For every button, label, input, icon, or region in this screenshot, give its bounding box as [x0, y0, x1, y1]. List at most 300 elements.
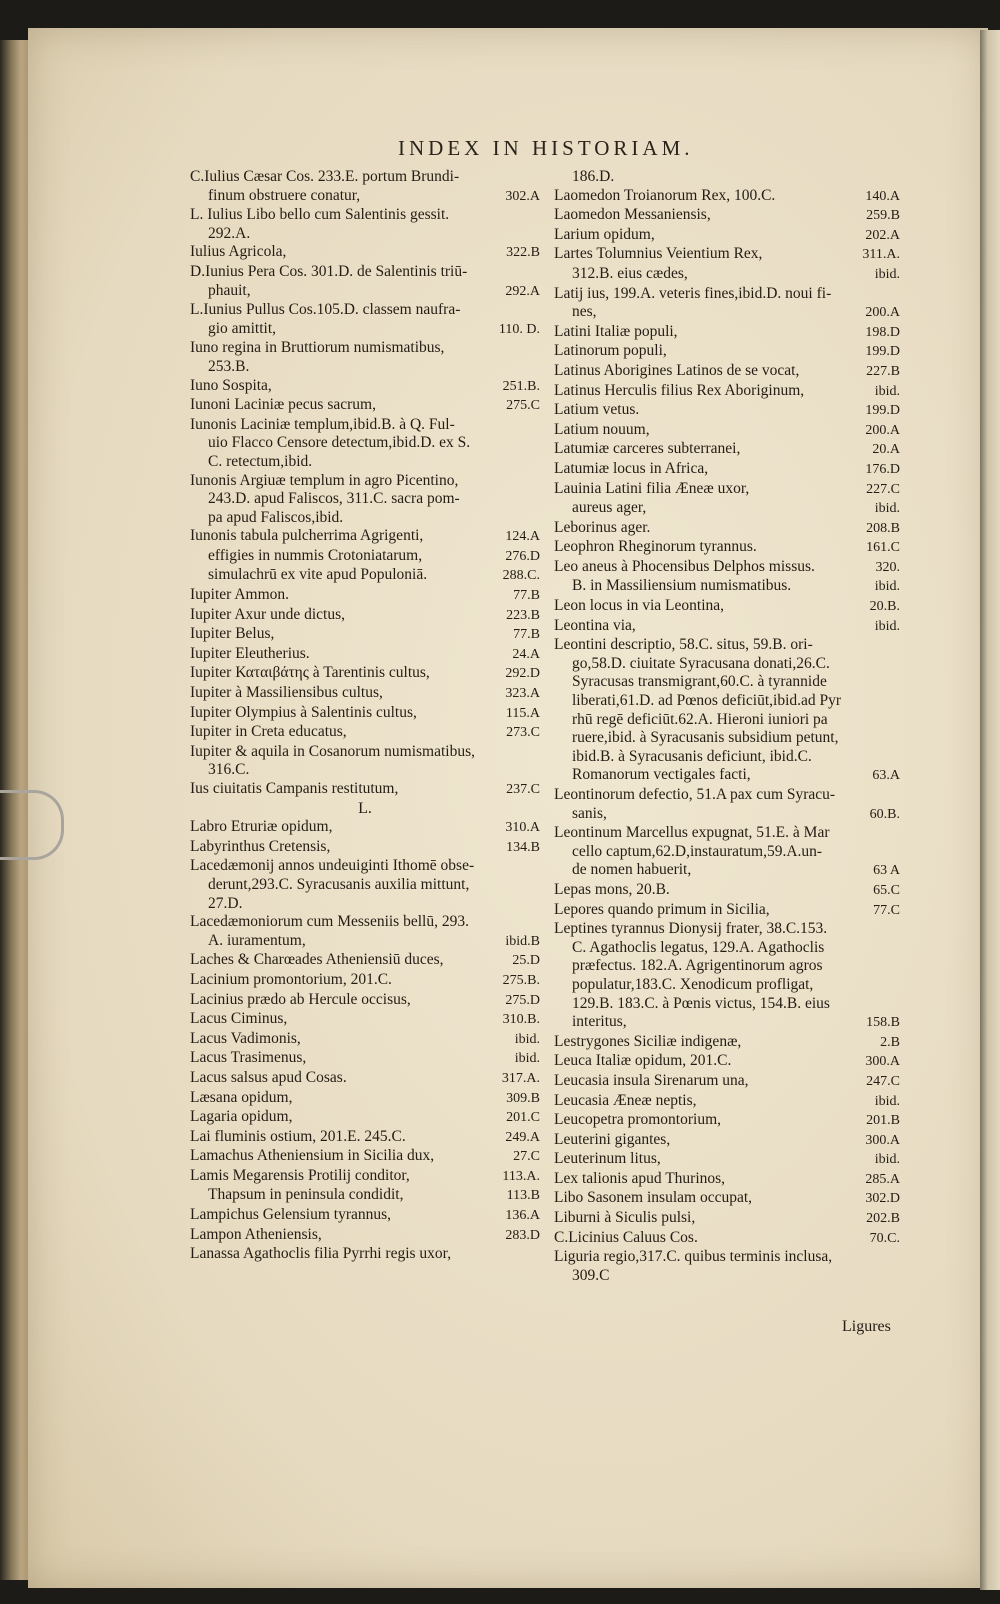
index-entry-reference: 70.C.: [869, 1230, 900, 1246]
index-entry: [554, 729, 900, 748]
index-entry-reference: 309.B: [506, 1090, 540, 1106]
index-entry-reference: 113.A.: [502, 1168, 540, 1184]
index-entry-reference: ibid.: [874, 383, 900, 399]
index-entry-text: L.Iunius Pullus Cos.105.D. classem naufra-: [190, 301, 461, 319]
index-entry-reference: 25.D: [512, 953, 540, 969]
index-entry: [190, 282, 540, 302]
index-entry-text: 292.A.: [208, 224, 251, 242]
index-entry-text: Lamachus Atheniensium in Sicilia dux,: [190, 1147, 435, 1165]
index-entry-text: Lanassa Agathoclis filia Pyrrhi regis uxor,: [190, 1245, 452, 1263]
index-entry: [554, 285, 900, 304]
index-entry: [190, 396, 540, 416]
index-entry-text: Syracusas transmigrant,60.C. à tyrannide: [572, 673, 827, 691]
index-entry: [554, 1111, 900, 1131]
index-entry-reference: ibid.: [874, 501, 900, 517]
index-entry: [554, 1033, 900, 1053]
index-entry-reference: 288.C.: [502, 568, 540, 584]
index-entry: [190, 566, 540, 586]
index-entry-text: Iunoni Laciniæ pecus sacrum,: [190, 396, 376, 414]
index-entry: [554, 1013, 900, 1033]
index-entry: [190, 876, 540, 895]
index-entry: [554, 1072, 900, 1092]
index-entry: [554, 577, 900, 597]
index-entry: [190, 320, 540, 340]
index-entry-text: populatur,183.C. Xenodicum profligat,: [572, 975, 814, 993]
index-entry-text: 316.C.: [208, 761, 250, 779]
index-entry-reference: 259.B: [866, 208, 900, 224]
index-entry: [554, 786, 900, 805]
paper-clip: [0, 790, 64, 860]
index-entry-text: Iupiter Ammon.: [190, 586, 290, 604]
index-entry-reference: 20.B.: [869, 599, 900, 615]
index-entry-text: Lacus Vadimonis,: [190, 1029, 301, 1047]
index-entry: [190, 1108, 540, 1128]
index-entry-reference: 77.B: [513, 588, 540, 604]
index-entry-text: 253.B.: [208, 357, 250, 375]
index-entry-text: interitus,: [572, 1013, 627, 1031]
index-entry-text: sanis,: [572, 804, 607, 822]
index-entry: [554, 401, 900, 421]
index-entry: [190, 606, 540, 626]
index-entry: [554, 226, 900, 246]
index-entry-text: Libo Sasonem insulam occupat,: [554, 1189, 753, 1207]
index-entry: [554, 748, 900, 767]
index-entry-text: 186.D.: [572, 168, 615, 185]
index-entry-reference: 320.: [875, 559, 900, 575]
index-entry: [554, 303, 900, 323]
index-entry-text: Leontinorum defectio, 51.A pax cum Syracu-: [554, 786, 836, 803]
index-entry-text: Lacedæmonij annos undeuiginti Ithomē obse-: [190, 857, 475, 875]
index-entry-reference: 223.B: [506, 607, 540, 623]
index-entry-text: C. retectum,ibid.: [208, 452, 313, 470]
index-entry: [554, 342, 900, 362]
index-entry-reference: ibid.: [514, 1051, 540, 1067]
index-entry: [190, 723, 540, 743]
index-entry-text: Lampichus Gelensium tyrannus,: [190, 1206, 392, 1224]
index-entry: [554, 323, 900, 343]
index-entry-text: Lacus Ciminus,: [190, 1010, 288, 1028]
index-entry-reference: 200.A: [865, 422, 900, 438]
index-entry: [190, 1206, 540, 1226]
index-entry-reference: 249.A: [505, 1129, 540, 1145]
index-entry: [554, 597, 900, 617]
index-entry: [190, 895, 540, 914]
index-entry-reference: ibid.: [514, 1031, 540, 1047]
index-entry: [190, 743, 540, 762]
index-entry-text: Liburni à Siculis pulsi,: [554, 1209, 696, 1227]
index-entry-text: liberati,61.D. ad Pœnos deficiūt,ibid.ad Pyr: [572, 692, 842, 710]
catchword: Ligures: [842, 1318, 891, 1335]
index-entry-text: simulachrū ex vite apud Populoniā.: [208, 566, 428, 584]
index-entry-reference: 77.C: [873, 902, 900, 918]
index-entry: [190, 1147, 540, 1167]
index-entry: [190, 453, 540, 472]
index-entry: [554, 1052, 900, 1072]
index-entry-text: ibid.B. à Syracusanis deficiunt, ibid.C.: [572, 747, 812, 765]
index-entry-text: Iupiter Olympius à Salentinis cultus,: [190, 703, 417, 721]
index-entry-text: Laches & Charœades Atheniensiū duces,: [190, 951, 444, 969]
index-entry: [554, 1170, 900, 1190]
index-entry-text: Leborinus ager.: [554, 518, 651, 536]
index-entry-text: præfectus. 182.A. Agrigentinorum agros: [572, 957, 823, 975]
index-entry-reference: 24.A: [512, 646, 540, 662]
index-entry-text: Iuno Sospita,: [190, 376, 272, 394]
index-entry-text: Leucasia Æneæ neptis,: [554, 1091, 697, 1109]
index-entry: [190, 377, 540, 397]
index-entry-text: Iupiter & aquila in Cosanorum numismatibus,: [190, 742, 475, 760]
index-entry-text: Laomedon Messaniensis,: [554, 206, 711, 224]
index-entry-reference: 292.A: [505, 283, 540, 299]
index-entry-reference: 113.B: [506, 1188, 540, 1204]
index-entry-reference: 247.C: [866, 1073, 900, 1089]
index-entry: [190, 472, 540, 491]
index-entry-text: gio amittit,: [208, 319, 277, 337]
index-entry-reference: 136.A: [505, 1208, 540, 1224]
index-entry: [190, 339, 540, 358]
index-entry-text: Iupiter Καταιβάτης à Tarentinis cultus,: [190, 664, 430, 682]
index-entry-text: Lartes Tolumnius Veientium Rex,: [554, 245, 763, 263]
index-entry: [554, 636, 900, 655]
index-entry: [190, 625, 540, 645]
index-entry-reference: ibid.: [874, 1093, 900, 1109]
index-entry-text: Leontina via,: [554, 616, 636, 634]
index-entry-text: Leptines tyrannus Dionysij frater, 38.C.153.: [554, 920, 828, 938]
index-entry: [190, 358, 540, 377]
index-entry-text: Iunonis tabula pulcherrima Agrigenti,: [190, 527, 424, 545]
index-entry-text: ruere,ibid. à Syracusanis subsidium petunt,: [572, 729, 839, 747]
index-entry-reference: 110. D.: [498, 321, 540, 337]
index-entry: [554, 1189, 900, 1209]
index-entry: [554, 245, 900, 265]
index-entry: [190, 490, 540, 509]
index-entry: [190, 1030, 540, 1050]
index-entry-text: 312.B. eius cædes,: [572, 264, 688, 282]
index-entry-text: A. iuramentum,: [208, 931, 306, 949]
index-entry-text: Latinorum populi,: [554, 342, 667, 360]
index-entry-text: Leucopetra promontorium,: [554, 1111, 722, 1129]
index-entry-text: Lacedæmoniorum cum Messeniis bellū, 293.: [190, 913, 469, 931]
index-entry-text: Iupiter in Creta educatus,: [190, 723, 347, 741]
index-entry: [190, 1089, 540, 1109]
index-entry-text: 243.D. apud Faliscos, 311.C. sacra pom-: [208, 490, 460, 508]
index-entry-reference: 27.C: [513, 1149, 540, 1165]
index-entry: [554, 382, 900, 402]
index-entry-reference: 201.C: [506, 1110, 540, 1126]
index-entry-text: C. Agathoclis legatus, 129.A. Agathoclis: [572, 938, 825, 956]
index-entry: [190, 187, 540, 207]
index-entry-text: Lepores quando primum in Sicilia,: [554, 900, 770, 918]
index-entry-text: Iupiter Axur unde dictus,: [190, 605, 345, 623]
index-entry: [554, 1150, 900, 1170]
index-entry: [190, 761, 540, 780]
index-entry-text: Lacus Trasimenus,: [190, 1049, 307, 1067]
index-entry-reference: 176.D: [865, 461, 900, 477]
index-entry-text: Latij ius, 199.A. veteris fines,ibid.D. noui fi-: [554, 284, 832, 302]
index-entry-reference: 2.B: [880, 1034, 900, 1050]
index-entry-text: D.Iunius Pera Cos. 301.D. de Salentinis triū-: [190, 262, 468, 280]
index-entry-text: Leucasia insula Sirenarum una,: [554, 1071, 749, 1089]
index-entry-reference: 237.C: [506, 782, 540, 797]
index-entry-reference: 273.C: [506, 725, 540, 741]
index-entry: [554, 168, 900, 187]
index-entry: [554, 187, 900, 207]
index-entry-text: Latinus Herculis filius Rex Aboriginum,: [554, 381, 805, 399]
index-entry-text: Thapsum in peninsula condidit,: [208, 1186, 404, 1204]
index-entry-text: Iupiter à Massiliensibus cultus,: [190, 684, 383, 702]
index-entry: [554, 939, 900, 958]
index-entry: [190, 664, 540, 684]
index-entry-text: finum obstruere conatur,: [208, 186, 361, 204]
index-entry-text: Lex talionis apud Thurinos,: [554, 1169, 726, 1187]
index-entry: [554, 957, 900, 976]
index-entry-reference: 251.B.: [502, 378, 540, 394]
index-entry: [190, 243, 540, 263]
index-entry: [554, 265, 900, 285]
index-entry-text: Leontini descriptio, 58.C. situs, 59.B. ori-: [554, 636, 813, 654]
index-letter-heading: [190, 800, 540, 819]
index-entry-reference: 302.A: [505, 188, 540, 204]
index-entry: [554, 881, 900, 901]
index-entry-reference: 199.D: [865, 403, 900, 419]
index-entry-text: go,58.D. ciuitate Syracusana donati,26.C.: [572, 654, 830, 672]
index-entry: [554, 655, 900, 674]
index-entry: [554, 1131, 900, 1151]
index-entry: [190, 857, 540, 876]
index-entry-reference: 300.A: [865, 1054, 900, 1070]
index-column-left: [190, 168, 540, 1264]
index-entry: [190, 951, 540, 971]
index-entry: [554, 499, 900, 519]
index-entry-text: Lacinius prædo ab Hercule occisus,: [190, 990, 411, 1008]
index-entry: [190, 818, 540, 838]
index-entry-reference: 208.B: [866, 520, 900, 536]
index-entry-reference: 63 A: [873, 863, 900, 879]
index-entry: [554, 843, 900, 862]
index-entry: [554, 617, 900, 637]
index-entry-reference: 199.D: [865, 344, 900, 360]
index-entry-text: L.: [358, 799, 372, 817]
index-entry-text: Iupiter Eleutherius.: [190, 644, 310, 662]
index-entry-reference: 161.C: [866, 540, 900, 556]
index-entry: [190, 932, 540, 952]
index-entry: [190, 547, 540, 567]
index-entry: [190, 704, 540, 724]
index-entry-reference: ibid.: [874, 618, 900, 634]
index-entry: [190, 206, 540, 225]
index-entry-text: Iunonis Laciniæ templum,ibid.B. à Q. Ful-: [190, 415, 455, 433]
index-entry: [554, 920, 900, 939]
index-entry-reference: ibid.: [874, 266, 900, 282]
index-entry: [554, 995, 900, 1014]
index-entry: [190, 1186, 540, 1206]
index-entry: [554, 1248, 900, 1267]
index-entry-reference: 227.B: [866, 363, 900, 379]
index-entry-reference: 300.A: [865, 1132, 900, 1148]
index-entry-reference: 65.C: [873, 882, 900, 898]
index-entry-text: Leon locus in via Leontina,: [554, 597, 725, 615]
index-entry: [554, 421, 900, 441]
index-entry-text: Latumiæ carceres subterranei,: [554, 440, 741, 458]
index-entry-text: Latium vetus.: [554, 401, 640, 419]
index-entry: [554, 1209, 900, 1229]
index-entry: [190, 1245, 540, 1264]
index-entry: [554, 1267, 900, 1286]
index-entry-text: Lamis Megarensis Protilij conditor,: [190, 1166, 410, 1184]
index-entry: [190, 991, 540, 1011]
index-entry-text: Latinus Aborigines Latinos de se vocat,: [554, 361, 800, 379]
index-entry-text: Lacus salsus apud Cosas.: [190, 1068, 347, 1086]
index-entry-reference: 77.B: [513, 627, 540, 643]
index-entry-text: Lagaria opidum,: [190, 1108, 293, 1126]
index-entry: [190, 971, 540, 991]
index-entry-reference: 292.D: [505, 666, 540, 682]
index-entry-reference: 227.C: [866, 481, 900, 497]
index-entry: [554, 711, 900, 730]
index-entry: [554, 480, 900, 500]
index-entry: [190, 1010, 540, 1030]
index-entry-reference: 283.D: [505, 1227, 540, 1243]
index-entry-reference: 317.A.: [501, 1070, 540, 1086]
index-entry: [190, 838, 540, 858]
index-entry-text: Lampon Atheniensis,: [190, 1225, 322, 1243]
index-entry: [190, 586, 540, 606]
index-entry: [554, 901, 900, 921]
index-entry: [190, 434, 540, 453]
index-entry: [554, 558, 900, 578]
index-entry-text: Iulius Agricola,: [190, 243, 287, 261]
index-entry: [554, 519, 900, 539]
index-entry-text: Latini Italiæ populi,: [554, 322, 678, 340]
index-entry-text: effigies in nummis Crotoniatarum,: [208, 546, 423, 564]
index-entry-reference: 115.A: [505, 705, 540, 721]
index-entry-reference: 310.B.: [502, 1012, 540, 1028]
index-entry-text: Leophron Rheginorum tyrannus.: [554, 538, 757, 556]
index-entry-reference: 275.C: [506, 398, 540, 414]
index-entry: [554, 976, 900, 995]
index-entry-reference: 20.A: [872, 442, 900, 458]
index-entry-reference: 285.A: [865, 1171, 900, 1187]
index-entry: [554, 861, 900, 881]
index-entry: [190, 416, 540, 435]
index-entry-reference: 201.B: [866, 1113, 900, 1129]
index-entry: [190, 527, 540, 547]
index-entry: [554, 673, 900, 692]
index-entry-reference: 140.A: [865, 188, 900, 204]
index-entry-text: pa apud Faliscos,ibid.: [208, 508, 344, 526]
index-entry-text: Iunonis Argiuæ templum in agro Picentino,: [190, 471, 459, 489]
index-entry: [190, 780, 540, 800]
index-entry: [554, 1092, 900, 1112]
index-entry-text: derunt,293.C. Syracusanis auxilia mittunt,: [208, 875, 470, 893]
index-entry-text: Iuno regina in Bruttiorum numismatibus,: [190, 339, 445, 357]
index-entry-reference: 134.B: [506, 839, 540, 855]
index-entry-reference: ibid.: [874, 579, 900, 595]
index-entry-text: uio Flacco Censore detectum,ibid.D. ex S.: [208, 434, 471, 452]
facing-page-edge: [980, 30, 1000, 1590]
index-entry: [190, 1167, 540, 1187]
index-entry-text: Latumiæ locus in Africa,: [554, 459, 709, 477]
index-entry-text: L. Iulius Libo bello cum Salentinis gessit.: [190, 206, 450, 224]
index-entry-text: Leo aneus à Phocensibus Delphos missus.: [554, 557, 815, 575]
index-entry-text: nes,: [572, 303, 597, 321]
index-entry: [190, 263, 540, 282]
index-entry-text: 129.B. 183.C. à Pœnis victus, 154.B. eius: [572, 994, 830, 1012]
index-entry-text: Leuca Italiæ opidum, 201.C.: [554, 1052, 732, 1070]
index-entry-text: 27.D.: [208, 894, 243, 912]
index-entry-reference: 63.A: [872, 768, 900, 784]
index-entry-reference: 310.A: [505, 820, 540, 836]
index-entry: [554, 362, 900, 382]
index-entry: [190, 168, 540, 187]
index-entry-reference: 202.B: [866, 1211, 900, 1227]
index-entry-text: Romanorum vectigales facti,: [572, 766, 751, 784]
index-entry: [190, 1049, 540, 1069]
index-entry-text: Lauinia Latini filia Æneæ uxor,: [554, 479, 750, 497]
index-entry-text: Liguria regio,317.C. quibus terminis inclusa,: [554, 1248, 833, 1266]
index-entry-reference: 124.A: [505, 529, 540, 545]
index-entry: [554, 1229, 900, 1249]
index-entry-text: Larium opidum,: [554, 225, 655, 243]
index-entry-text: Lepas mons, 20.B.: [554, 880, 670, 898]
index-entry-text: B. in Massiliensium numismatibus.: [572, 577, 792, 595]
index-entry-reference: 302.D: [865, 1191, 900, 1207]
index-entry: [190, 301, 540, 320]
index-entry-reference: 198.D: [865, 324, 900, 340]
index-entry-text: Lestrygones Siciliæ indigenæ,: [554, 1032, 742, 1050]
index-entry-text: C.Licinius Caluus Cos.: [554, 1228, 698, 1246]
index-entry: [554, 805, 900, 825]
index-entry: [554, 206, 900, 226]
index-entry-reference: 158.B: [866, 1015, 900, 1031]
index-entry-text: 309.C: [572, 1266, 610, 1284]
index-entry: [554, 538, 900, 558]
index-entry-reference: ibid.: [874, 1152, 900, 1168]
index-entry-text: Læsana opidum,: [190, 1088, 293, 1106]
index-entry-text: cello captum,62.D,instauratum,59.A.un-: [572, 842, 823, 860]
index-entry: [190, 913, 540, 932]
index-entry: [190, 1226, 540, 1246]
index-entry: [190, 1128, 540, 1148]
running-head: INDEX IN HISTORIAM.: [398, 136, 694, 160]
index-entry-reference: 322.B: [506, 245, 540, 261]
index-entry-text: Lacinium promontorium, 201.C.: [190, 970, 392, 988]
index-entry-text: aureus ager,: [572, 499, 647, 517]
index-entry: [190, 1069, 540, 1089]
index-column-right: [554, 168, 900, 1285]
index-entry-text: Leuterinum litus,: [554, 1150, 661, 1168]
index-entry: [554, 692, 900, 711]
index-entry-text: Lai fluminis ostium, 201.E. 245.C.: [190, 1127, 406, 1145]
index-entry-text: Labyrinthus Cretensis,: [190, 837, 331, 855]
index-entry-text: de nomen habuerit,: [572, 861, 692, 879]
index-entry-text: Leuterini gigantes,: [554, 1130, 671, 1148]
index-entry-text: Leontinum Marcellus expugnat, 51.E. à Mar: [554, 824, 830, 842]
index-entry-text: Laomedon Troianorum Rex, 100.C.: [554, 186, 776, 204]
index-entry-text: C.Iulius Cæsar Cos. 233.E. portum Brundi-: [190, 168, 460, 185]
index-entry-reference: 202.A: [865, 227, 900, 243]
index-entry-text: Ius ciuitatis Campanis restitutum,: [190, 780, 399, 797]
index-entry-reference: 275.D: [505, 992, 540, 1008]
index-entry-text: Iupiter Belus,: [190, 625, 275, 643]
index-entry-text: rhū regē deficiūt.62.A. Hieroni iuniori pa: [572, 710, 828, 728]
index-entry-reference: 200.A: [865, 305, 900, 321]
index-entry-reference: 275.B.: [502, 972, 540, 988]
index-entry: [554, 766, 900, 786]
index-entry-reference: 60.B.: [869, 806, 900, 822]
index-entry: [554, 824, 900, 843]
index-entry: [190, 645, 540, 665]
index-entry-text: Latium nouum,: [554, 420, 650, 438]
